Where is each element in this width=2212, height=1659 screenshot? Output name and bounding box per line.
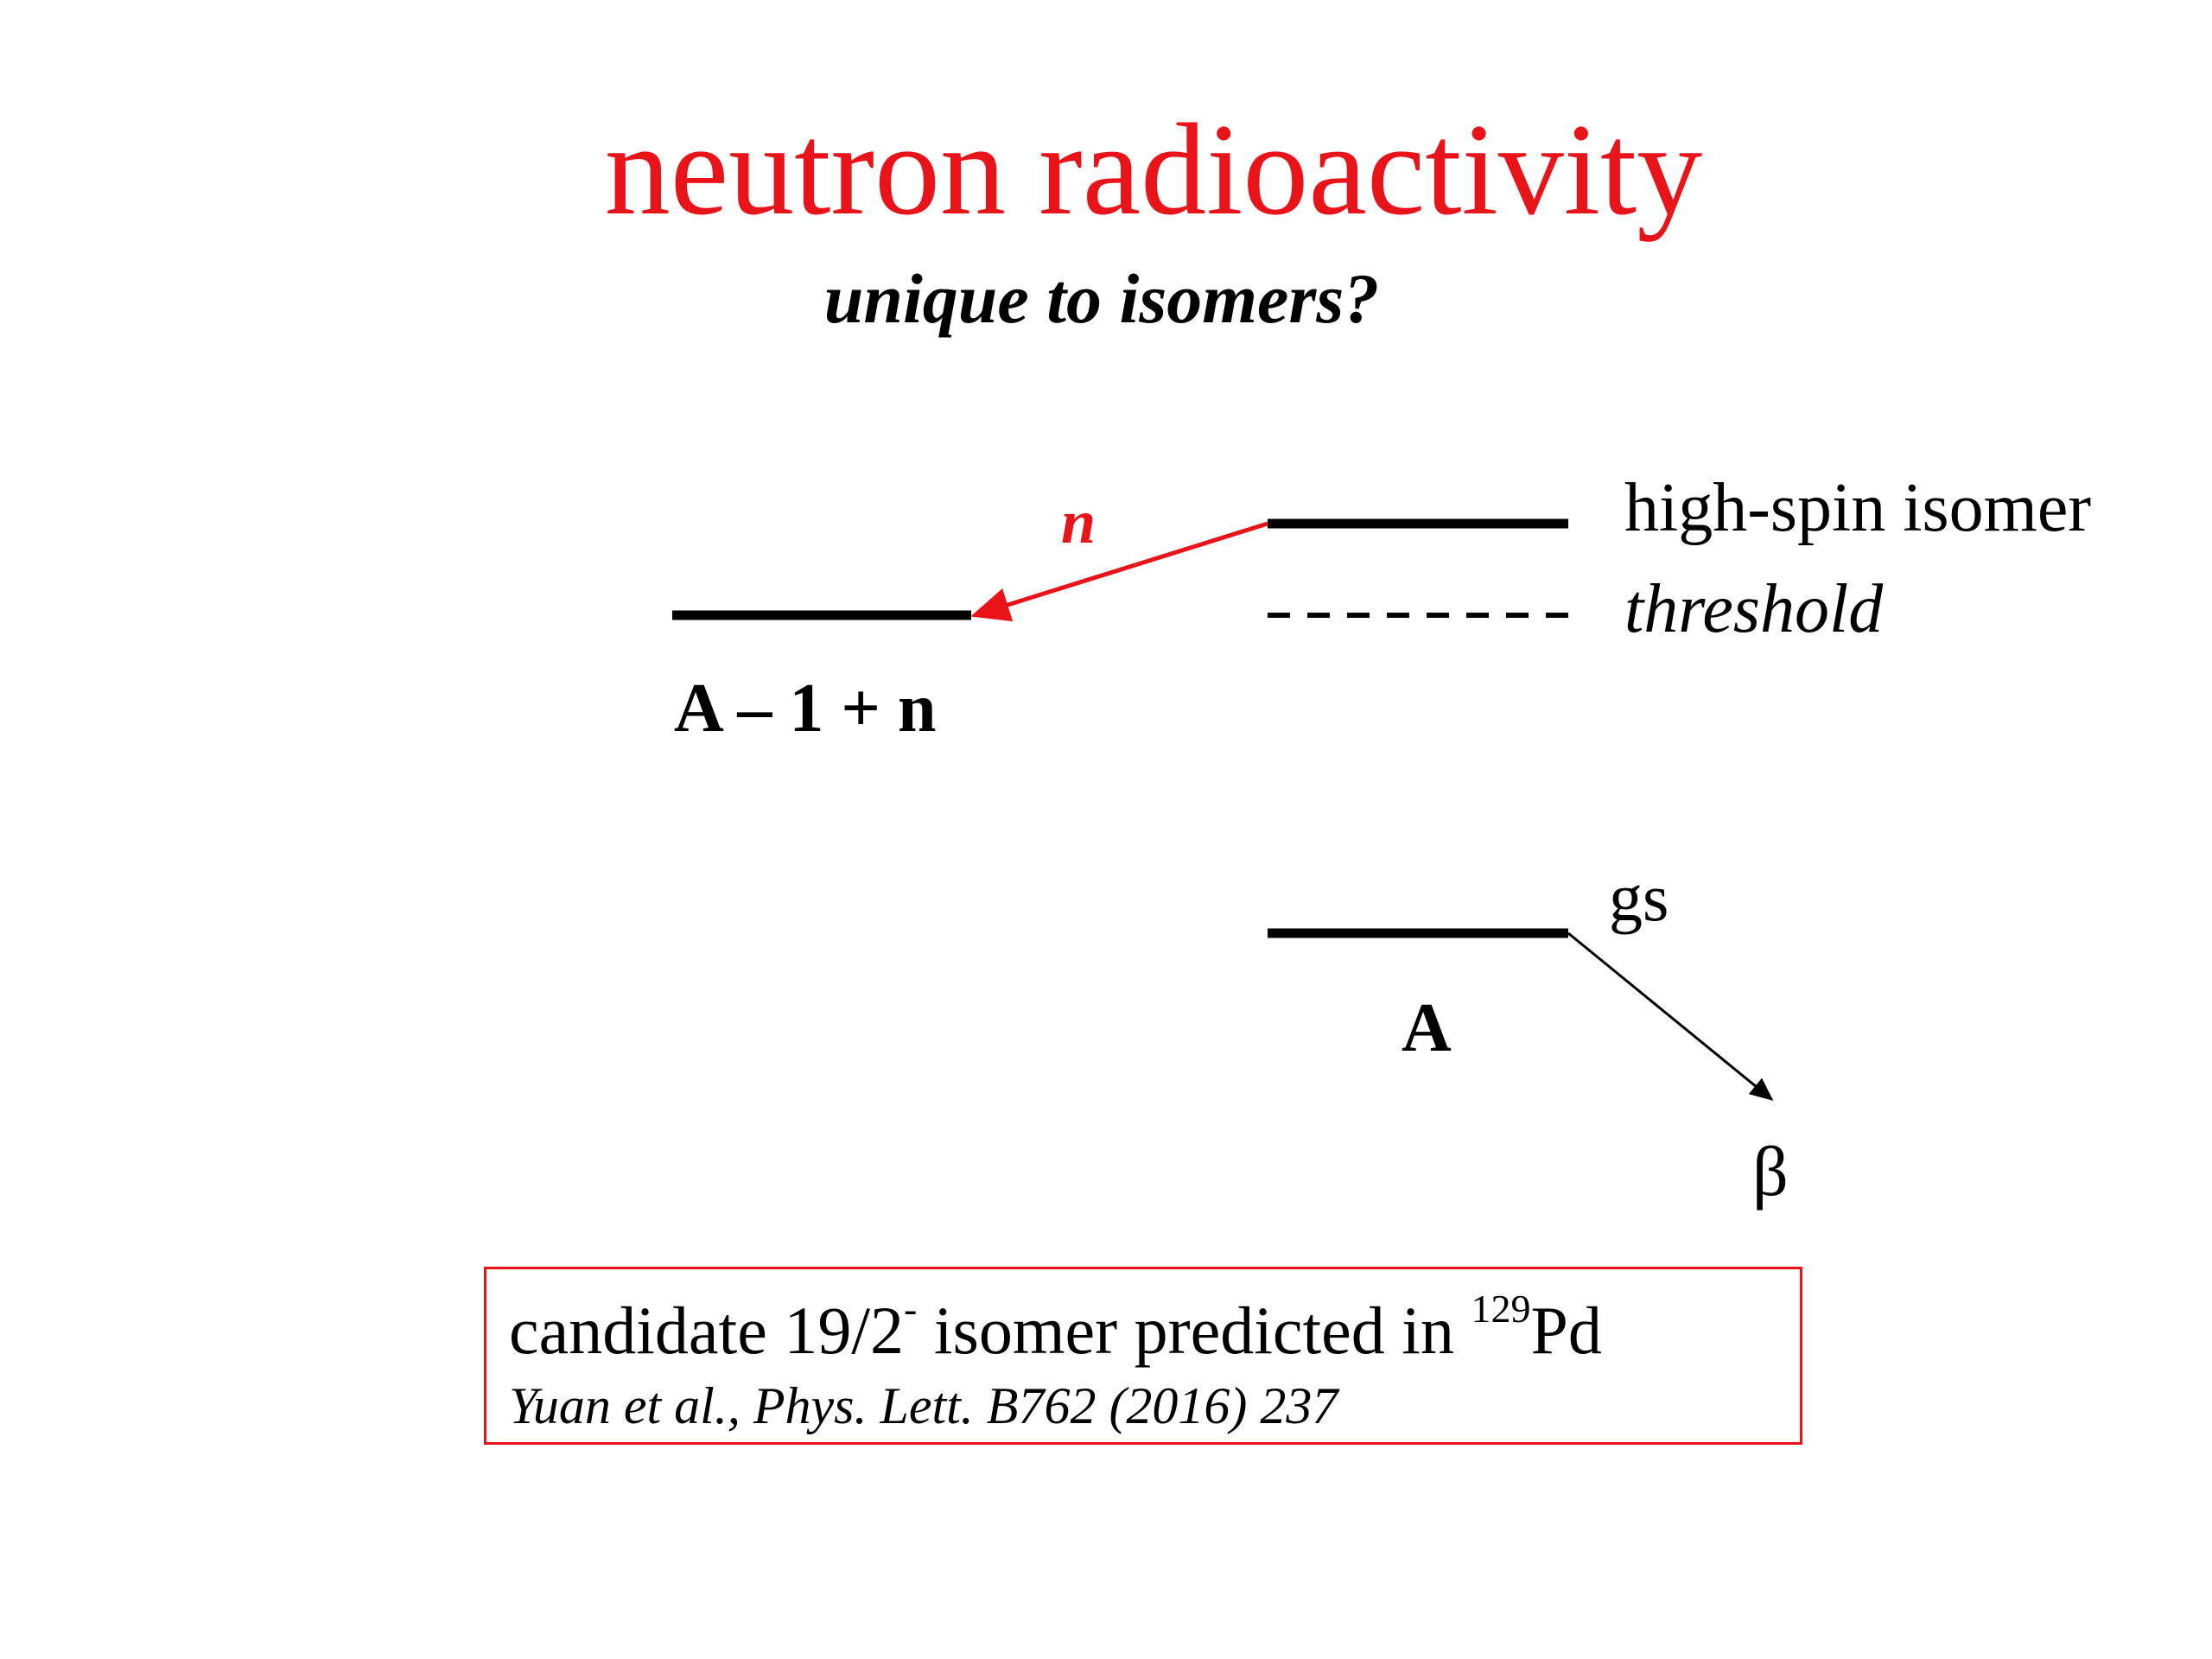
candidate-text-prefix: candidate 19/2: [509, 1293, 904, 1368]
ground-state-label: gs: [1609, 860, 1669, 935]
beta-decay-arrow: [1568, 933, 1771, 1099]
mass-number-superscript: 129: [1471, 1287, 1531, 1331]
candidate-statement: [509, 1287, 1602, 1368]
slide-title: neutron radioactivity: [604, 97, 1703, 242]
reference-box: [484, 1267, 1802, 1445]
neutron-emission-arrow: [975, 524, 1268, 615]
beta-decay-label: β: [1752, 1132, 1789, 1211]
neutron-label: n: [1061, 487, 1096, 556]
isomer-label: high-spin isomer: [1624, 470, 2091, 546]
parity-superscript: -: [904, 1287, 918, 1331]
threshold-label: threshold: [1624, 571, 1884, 647]
element-symbol: Pd: [1530, 1293, 1602, 1368]
candidate-text-middle: isomer predicted in: [917, 1293, 1471, 1368]
daughter-level-label: A – 1 + n: [674, 671, 937, 747]
parent-nucleus-label: A: [1402, 990, 1452, 1066]
citation: Yuan et al., Phys. Lett. B762 (2016) 237: [509, 1377, 1338, 1434]
slide-subtitle: unique to isomers?: [823, 259, 1380, 338]
